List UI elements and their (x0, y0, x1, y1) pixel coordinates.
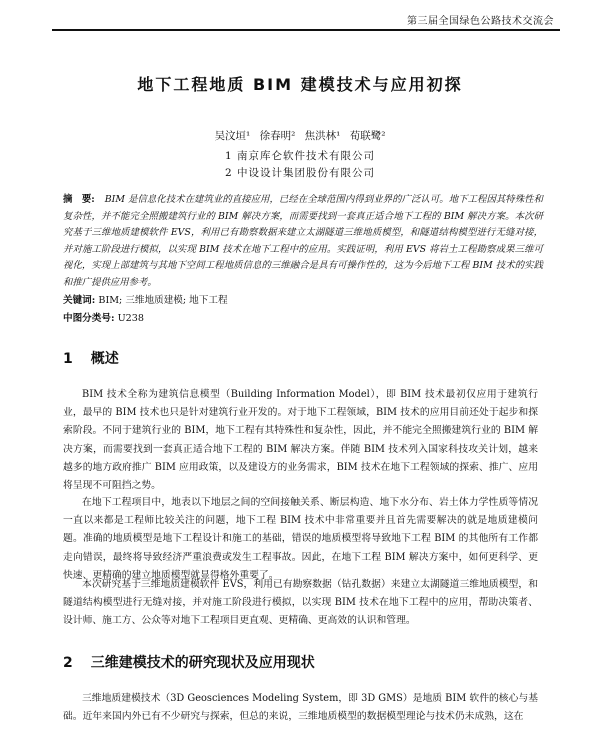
abstract-text: BIM 是信息化技术在建筑业的直接应用，已经在全球范围内得到业界的广泛认可。地下工程因其特殊性和复杂性，并不能完全照搬建筑行业的 BIM 解决方案，而需要找到一套真正适合地下工程的 BIM 解决方案。本次研究基于三维地质建模软件 EVS，利用已有勘察数据来建立太湖隧道三维地质模型，和隧道结构模型进行无缝对接，并对施工阶段进行模拟，以实现 BIM 技术在地下工程中的应用。实践证明，利用 EVS 将岩土工程勘察成果三维可视化，实现上部建筑与其地下空间工程地质信息的三维融合是具有可操作性的，这为今后地下工程 BIM 技术的实践和推广提供应用参考。 (63, 194, 543, 288)
header-rule (52, 29, 560, 31)
affiliation-2: 2 中设设计集团股份有限公司 (224, 167, 376, 179)
section-2-paragraph-1: 三维地质建模技术（3D Geosciences Modeling System，即 3D GMS）是地质 BIM 软件的核心与基础。近年来国内外已有不少研究与探索，但总的来说，三维地质模型的数据模型理论与技术仍未成熟，这在 (63, 693, 538, 723)
abstract (63, 192, 543, 291)
section-2-heading (63, 652, 315, 672)
section-2-number: 2 (63, 655, 73, 671)
section-1-number: 1 (63, 351, 73, 367)
keywords-text: BIM; 三维地质建模; 地下工程 (98, 295, 228, 306)
keywords (63, 292, 543, 306)
clc-label: 中图分类号: (63, 313, 115, 324)
abstract-label: 摘 要: (63, 194, 95, 205)
section-1-paragraph-2: 在地下工程项目中，地表以下地层之间的空间接触关系、断层构造、地下水分布、岩土体力学性质等情况一直以来都是工程师比较关注的问题，地下工程 BIM 技术中非常重要并且首先需要解决的就是地质建模问题。准确的地质模型是地下工程设计和施工的基础，错误的地质模型将导致地下工程 BIM 的其他所有工作都走向错误，最终将导致经济严重浪费或发生工程事故。因此，在地下工程 BIM 解决方案中，如何更科学、更快速、更精确的建立地质模型就显得格外重要了。 (63, 497, 538, 581)
section-1-paragraph-3: 本次研究基于三维地质建模软件 EVS，利用已有勘察数据（钻孔数据）来建立太湖隧道三维地质模型，和隧道结构模型进行无缝对接，并对施工阶段进行模拟，以实现 BIM 技术在地下工程中的应用，帮助决策者、设计师、施工方、公众等对地下工程项目更直观、更精确、更高效的认识和管理。 (63, 579, 538, 627)
author-list: 吴汶垣¹ 徐春明² 焦洪林¹ 荀联鹭² (214, 130, 386, 142)
clc-text: U238 (117, 313, 144, 324)
paper-title: 地下工程地质 BIM 建模技术与应用初探 (137, 75, 463, 94)
section-1-heading (63, 348, 119, 368)
keywords-label: 关键词: (63, 295, 96, 306)
section-2-title: 三维建模技术的研究现状及应用现状 (90, 655, 315, 671)
affiliation-1: 1 南京库仑软件技术有限公司 (224, 150, 376, 162)
clc-number (63, 310, 543, 324)
section-1-paragraph-1: BIM 技术全称为建筑信息模型（Building Information Model），即 BIM 技术最初仅应用于建筑行业，最早的 BIM 技术也只是针对建筑行业开发的。对于地下工程领域，BIM 技术的应用目前还处于起步和探索阶段。不同于建筑行业的 BIM，地下工程有其特殊性和复杂性，因此，并不能完全照搬建筑行业的 BIM 解决方案，而需要找到一套真正适合地下工程的 BIM 解决方案。伴随 BIM 技术列入国家科技攻关计划，越来越多的地方政府推广 BIM 应用政策，以及建设方的业务需求，BIM 技术在地下工程领域的探索、推广、应用将呈现不可阻挡之势。 (63, 389, 538, 492)
running-header: 第三届全国绿色公路技术交流会 (407, 16, 554, 27)
section-1-title: 概述 (90, 351, 119, 367)
